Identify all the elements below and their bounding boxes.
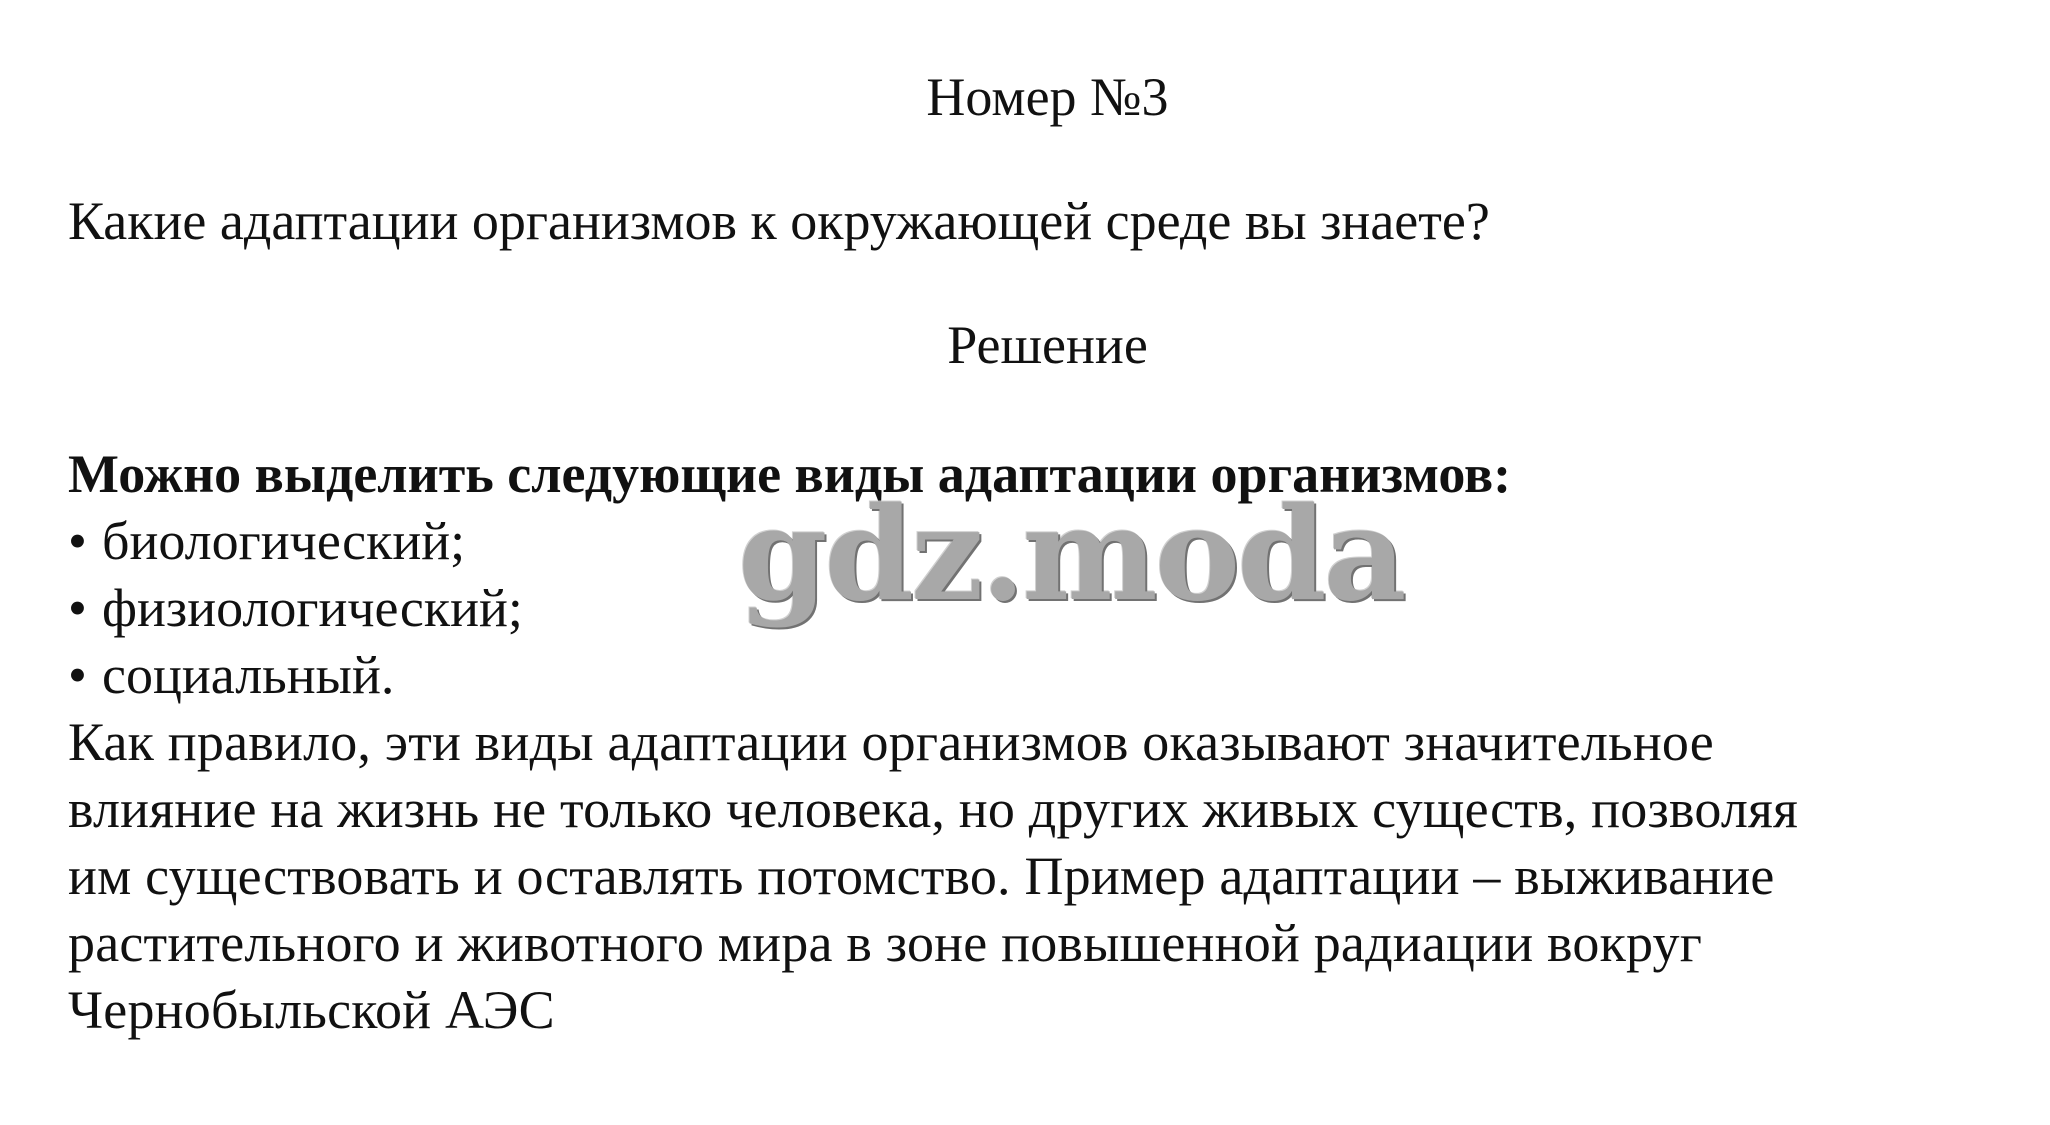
answer-lead: Можно выделить следующие виды адаптации организмов:: [68, 444, 1512, 504]
page-title: Номер №3: [926, 67, 1169, 127]
paragraph-line: растительного и животного мира в зоне повышенной радиации вокруг: [68, 913, 1703, 973]
list-item-text: физиологический;: [102, 578, 523, 638]
watermark-logo: gdz.moda: [738, 480, 1404, 630]
list-item-text: биологический;: [102, 511, 466, 571]
bullet-icon: •: [68, 578, 87, 638]
bullet-icon: •: [68, 511, 87, 571]
solution-heading: Решение: [947, 315, 1148, 375]
bullet-icon: •: [68, 645, 87, 705]
paragraph-line: им существовать и оставлять потомство. Пример адаптации – выживание: [68, 846, 1775, 906]
question-text: Какие адаптации организмов к окружающей среде вы знаете?: [68, 191, 1490, 251]
list-item: [68, 642, 2028, 709]
paragraph-line: Как правило, эти виды адаптации организмов оказывают значительное: [68, 712, 1714, 772]
paragraph-line: влияние на жизнь не только человека, но других живых существ, позволяя: [68, 779, 1799, 839]
list-item-text: социальный.: [102, 645, 395, 705]
paragraph-line: Чернобыльской АЭС: [68, 980, 555, 1040]
